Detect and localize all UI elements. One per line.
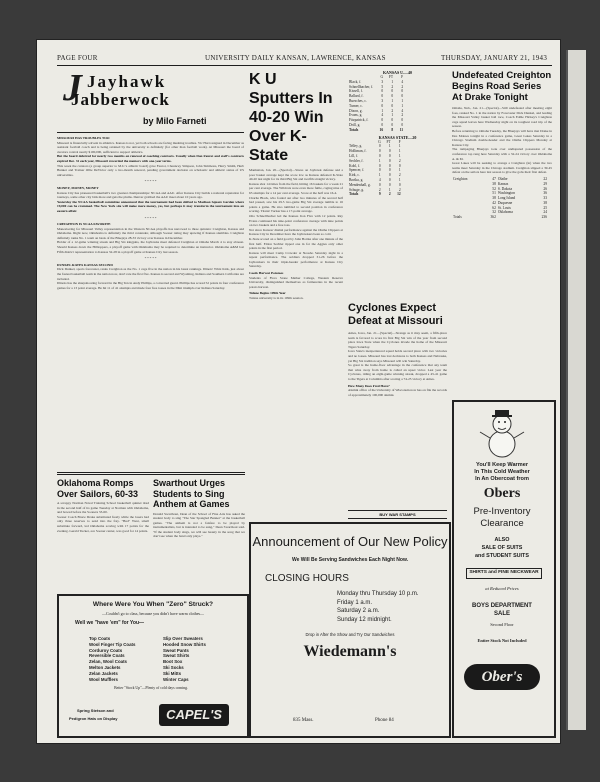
clothing-item: Winter Caps: [163, 676, 189, 682]
divider-stars: * * * * *: [144, 179, 157, 184]
capels-footer: Better "Stock Up"—Plenty of cold days coming.: [114, 686, 188, 690]
clothing-item: Corduroy Coats: [89, 647, 123, 653]
jayhawk-banner: [57, 70, 244, 133]
column-header: FT: [388, 75, 394, 79]
paragraph: Kansas will meet Camp Crowder at Neosho Saturday night in a repeat performance. The soldiers dropped 31-26 before the Jayhawkers in their triple-header performance at Kansas City Saturday.: [249, 250, 343, 269]
clothing-item: Sweat Shirts: [163, 653, 190, 659]
obers-shirts: SHIRTS and FINE NECKWEAR: [466, 568, 542, 579]
fouls: 1: [401, 98, 404, 103]
team-name: Creighton: [453, 176, 468, 181]
paper-name: UNIVERSITY DAILY KANSAN, LAWRENCE, KANSAS: [205, 54, 386, 62]
field-goals: 1: [378, 158, 381, 163]
opponent-name: Oklahoma: [497, 210, 513, 215]
clothing-item: Wool Finger Tip Coats: [89, 641, 136, 647]
announcement-subhead: We Will Be Serving Sandwiches Each Night Now.: [291, 557, 409, 563]
obers-also: ALSO: [494, 537, 510, 543]
paragraph: Manhattan, Jan. 20—(Special)—Stress on Jayhawk defense and a poor basket average kept the score low as Kansas defeated K-State 40-20 last night for its third Big Six and twelfth straight victory.: [249, 168, 343, 182]
paragraph: Yesterday the NCAA basketball committee announced that the tournament had been shifted to Madison Square Garden where 19,000 can be crammed. The New York site will make more money, yes, but perhaps it may transform the tournament into an eastern affair.: [57, 199, 244, 213]
obers-reduced: at Reduced Prices: [485, 586, 519, 591]
wiedemanns-ad: [249, 522, 451, 738]
free-throws: 1: [391, 113, 394, 118]
opponent-score: 22: [543, 176, 547, 181]
free-throws: 1: [388, 187, 391, 192]
opponent-name: St. Louis: [497, 205, 511, 210]
opponent-score: 38: [543, 200, 547, 205]
paragraph: Missouri is financially solvent in athletics. Kansas is not, yet both schools are facing mushing troubles. Vic Hurt resigned in December as assistant football coach and is being retained by the university to definitely (for other than football work). At Missouri the board of curators control nearly $100,000, sufficient to support athletics.: [57, 140, 244, 154]
totals-label: Totals: [453, 215, 462, 220]
capels-headline: Where Were You When "Zero" Struck?: [92, 601, 214, 608]
fouls: 2: [401, 113, 404, 118]
obers-boys2: SALE: [493, 611, 510, 617]
obers-sale1: Pre-Inventory: [473, 506, 531, 517]
capels-display2: Pedigron Hats on Display: [69, 716, 118, 721]
masthead: [57, 54, 552, 64]
capels-offer: Well we "have 'em" for You—: [75, 620, 145, 626]
announcement-headline: Announcement of Our New Policy: [252, 534, 448, 549]
paragraph: Sooner Coach Bruce Drake substituted freely while the losers had only three reserves to send into the fray. "Bud" West, small substitute forward, led Oklahoma scoring with 17 points for the evening. Gerald Tucker, ace Sooner center, was good for 14 points.: [57, 514, 149, 533]
obers-head2: In This Cold Weather: [474, 469, 530, 475]
team-score: 62: [492, 205, 496, 210]
section-head: CREIGHTON IS NCAA FAVORITE: [57, 222, 111, 227]
field-goals: 0: [378, 163, 381, 168]
binder-edge: [566, 50, 586, 730]
fouls: 0: [398, 182, 401, 187]
field-goals: 9: [378, 192, 381, 197]
field-goals: 0: [381, 103, 384, 108]
free-throws: 0: [391, 122, 394, 127]
paragraph: So great is the home-floor advantage in the conference that any team that wins away from home is called an upset victor. Last year the Cyclones, riding an eight-game winning streak, dropped a 45-41 game to the Tigers at Columbia after scoring a 74-25 victory at Ames.: [348, 363, 447, 381]
paragraph: But the board deferred for nearly two months on renewal of coaching contracts. Usually when Don Faurot and staff's contracts expired Dec. 31 each year, Missouri rewarded the mentors with one-year terms.: [57, 154, 244, 163]
obers-wordmark: Obers: [483, 486, 521, 501]
fouls: 1: [398, 168, 401, 173]
sub-head: Coeds Harvest Potatoes: [249, 271, 284, 276]
masthead-rule: [57, 65, 552, 66]
clothing-item: Wool Mufflers: [89, 676, 118, 682]
field-goals: 16: [379, 127, 384, 132]
player-name: Schnellbacher, f.: [349, 84, 374, 89]
paragraph: Not since Kansas' dismal performance against the Olathe Clippers at Kansas City in December have the Jayhawkers been so cold.: [249, 227, 343, 237]
obers-floor: Second Floor: [490, 622, 514, 627]
free-throws: 0: [388, 149, 391, 154]
fouls: 2: [398, 187, 401, 192]
announcement-tagline: Drop in After the Show and Try Our Sandwiches: [305, 632, 395, 637]
totals-row: [348, 192, 402, 197]
fouls: 1: [398, 153, 401, 158]
totals-label: Totals: [349, 127, 359, 132]
clothing-item: Ski Mitts: [163, 670, 182, 676]
column-rule: [57, 472, 245, 473]
paragraph: A scrappy Norman Naval Training School basketball quintet tired in the second half of its game Tuesday at Norman with Oklahoma, and bowed before the Sooners 33-60.: [57, 501, 149, 515]
paragraph: Tulane university is in its 109th session.: [249, 296, 304, 301]
field-goals: 3: [381, 79, 384, 84]
paragraph: Kansas shot 14 times from the field, hitting 16 baskets for a weak 21 per cent average. The Wildcats were even more futile, caging nine of 63 attempts for a 14 per cent average. Score at the half was 16-4.: [249, 181, 343, 195]
player-name: Bortka, g.: [349, 177, 364, 182]
totals-row: [452, 215, 548, 220]
field-goals: 0: [381, 122, 384, 127]
clothing-item: Slip Over Sweaters: [163, 636, 203, 641]
fouls: 2: [398, 173, 401, 178]
oklahoma-story: [57, 478, 149, 588]
obers-stock: Entire Stock Not Included: [477, 638, 527, 643]
clothing-item: Melton Jackets: [89, 664, 121, 670]
player-name: Schuge, g.: [349, 187, 365, 192]
fouls: 1: [398, 149, 401, 154]
team-score: 38: [492, 181, 496, 186]
clothing-item: Reversible Coats: [89, 653, 125, 659]
snowman-icon: [478, 406, 526, 460]
paragraph: Illinois has the sharpshooting forward in the Big Ten in Andy Phillips, a converted guard. Phillips has scored 52 points in four conference games for a 13 point average. He hit 11 of 41 attempts and made four free tosses in the Illini triumph over Indiana Saturday.: [57, 281, 244, 290]
field-goals: 4: [378, 177, 381, 182]
column-rule: [57, 474, 245, 475]
team-score: 51: [492, 191, 496, 196]
player-name: Sechler, f.: [349, 158, 364, 163]
swarthout-headline: Swarthout Urges Students to Sing Anthem at Games: [153, 478, 230, 509]
fouls: 0: [401, 118, 404, 123]
capels-display1: Spring Stetson and: [77, 708, 114, 713]
field-goals: 1: [381, 108, 384, 113]
column-header: F: [401, 75, 404, 79]
player-name: Lill, f.: [349, 153, 359, 158]
free-throws: 0: [388, 158, 391, 163]
snowman-illustration: [478, 406, 526, 460]
clothing-item: Zelan, Wool Coats: [89, 659, 127, 665]
sub-head: How Many Does Fred Have?: [348, 383, 390, 388]
field-goals: 0: [378, 144, 381, 149]
free-throws: 0: [388, 173, 391, 178]
closing-hour: Friday 1 a.m.: [337, 599, 373, 606]
free-throws: 0: [388, 182, 391, 187]
fouls: 4: [401, 108, 404, 113]
opponent-score: 26: [543, 186, 547, 191]
field-goals: 0: [381, 89, 384, 94]
opponent-score: 33: [543, 196, 547, 201]
obers-sale2: Clearance: [480, 518, 524, 529]
newspaper-page: [37, 40, 560, 743]
closing-hour: Monday thru Thursday 10 p.m.: [337, 591, 419, 597]
opponent-name: Olathe: [497, 176, 508, 181]
jayhawk-title: Jayhawk: [87, 72, 167, 91]
wiedemanns-address: 835 Mass.: [293, 718, 314, 723]
divider-stars: * * * * *: [144, 256, 157, 261]
fouls: 0: [398, 163, 401, 168]
sub-head: Tulane Begins 109th Year: [249, 291, 286, 296]
paragraph: Kansas City has pioneered basketball's two greatest championships: NCAA and AAU. After Kansas City builds a national reputation for tourneys, some other city bids more and gets the plums. Denver grabbed the AAU meet about 10 years ago.: [57, 190, 244, 200]
war-stamps-strip: BUY WAR STAMPS: [348, 510, 447, 519]
section-head: MISSOURI HAS TROUBLES TOO: [57, 136, 110, 140]
totals-row: [348, 128, 404, 133]
player-name: Kissell, f.: [349, 89, 363, 94]
free-throws: 1: [388, 144, 391, 149]
clothing-item: Sweat Pants: [163, 647, 189, 653]
team-score: 38: [492, 196, 496, 201]
clothing-item: Hooded Snow Shirts: [163, 641, 206, 647]
fouls: 12: [397, 192, 401, 197]
cyclones-headline: Cyclones Expect Defeat at Missouri: [348, 302, 443, 327]
field-goals: 0: [381, 118, 384, 123]
kstate-box-head: KANSAS STATE—20: [378, 134, 417, 140]
obers-sale3: SALE OF SUITS: [481, 545, 523, 551]
opponent-name: S. Dakota: [497, 186, 513, 191]
swarthout-story: [153, 478, 245, 588]
clothing-item: Ski Socks: [163, 664, 184, 670]
oklahoma-headline: Oklahoma Romps Over Sailors, 60-33: [57, 478, 139, 499]
team-score: 52: [492, 186, 496, 191]
section-head: MONEY, MONEY, MONEY: [57, 185, 99, 190]
column-header: FT: [386, 139, 391, 144]
opponent-name: Washington: [497, 191, 515, 196]
paragraph: K-State scored on a field goal by John Bortka after one minute of the first half. Eldon Sechler tipped one in for the Aggies only other points in the first period.: [249, 236, 343, 251]
player-name: Drill, g.: [349, 122, 361, 127]
kansas-box-table: [348, 75, 404, 133]
opponent-score: 24: [543, 210, 547, 215]
free-throws: 2: [388, 192, 391, 197]
fouls: 4: [401, 79, 404, 84]
team-score: 32: [492, 210, 496, 215]
spacer-cell: [497, 215, 538, 220]
field-goals: 2: [378, 187, 381, 192]
field-goals: 0: [378, 182, 381, 187]
player-name: Turner, c.: [349, 103, 363, 108]
player-name: Buesches, c.: [349, 98, 367, 103]
player-name: Holliman, f.: [349, 149, 367, 154]
player-name: Evans, g.: [349, 113, 363, 118]
player-name: Black, f.: [349, 79, 362, 84]
free-throws: 0: [391, 94, 394, 99]
field-goals: 1: [378, 173, 381, 178]
paragraph: Otto Schnellbacher led the Kansas Iron Five with 12 points. Ray Evans continued his nine-point conference average with nine points on two baskets and a free toss.: [249, 213, 343, 228]
sputters-column: [249, 70, 343, 550]
fouls: 0: [401, 89, 404, 94]
kstate-box-table: [348, 140, 402, 198]
player-name: Kirk, c.: [349, 173, 360, 178]
paragraph: Iowa State's inexperienced squad holds second place with two victories and no losses. Missouri has lost decisions to both Kansas and Nebraska, yet Big Six tradition says Missouri will win Saturday.: [348, 349, 447, 363]
opponent-score: 25: [543, 205, 547, 210]
fouls: 2: [398, 158, 401, 163]
paragraph: Before returning to Omaha Tuesday, the Bluejays will have met Drake in Des Moines tonight in a conference game, Great Lakes Saturday in a Chicago Stadium double-header and the Olathe Clippers Monday at Kansas City.: [452, 128, 552, 147]
player-name: Telley, g.: [349, 144, 363, 149]
player-name: Fitzpatrick, f.: [349, 118, 369, 123]
player-name: Dixon, g.: [349, 108, 363, 113]
cyclones-story: [348, 302, 447, 508]
kansas-box-head: KANSAS U.—40: [382, 70, 413, 75]
paragraph: Charlie Black, who fouled out after two minutes of the second half had passed, saw his 29.5 two-game Big Six average tumble to 16 points a game. He also tumbled to second position in conference scoring. Titanic Tucker has a 17-point average.: [249, 195, 343, 214]
closing-hour: Sunday 12 midnight.: [337, 616, 392, 623]
free-throws: 0: [391, 89, 394, 94]
paragraph: Students of Flora Stone Mather College, Western Reserve University, distinguished themselves as farmerettes in the recent potato harvest.: [249, 275, 343, 289]
paragraph: The rampaging Bluejays took over undisputed possession of the conference top rung here Saturday with a 32-24 victory over Oklahoma A. & M.: [452, 147, 552, 161]
obers-ad: [452, 400, 556, 738]
closing-hour: Saturday 2 a.m.: [337, 608, 380, 614]
opponent-name: Long Island: [497, 196, 516, 201]
team-score: 47: [492, 176, 496, 181]
capels-ad: [57, 594, 249, 738]
jayhawk-column: [57, 70, 244, 470]
paragraph: Donald Swarthout, Dean of the School of Fine Arts has asked the student body to sing "The Star Spangled Banner" at the basketball games. "The anthem is not a fanfare to be played by instrumentalists, but is intended to be sung," Dean Swarthout said. "If the student body sings, we will see beauty in the song that we don't see when the band only plays.": [153, 511, 245, 539]
field-goals: 0: [378, 153, 381, 158]
free-throws: 0: [388, 168, 391, 173]
fouls: 1: [401, 103, 404, 108]
fouls: 0: [401, 122, 404, 127]
capels-left-list: [89, 636, 159, 682]
obers-sale4: and STUDENT SUITS: [475, 553, 529, 559]
column-header: G: [378, 139, 381, 144]
team-score: 362: [490, 215, 496, 220]
divider-stars: * * * * *: [144, 215, 157, 220]
opponent-name: Kansas: [497, 181, 509, 186]
obers-head3: In An Obercoat from: [475, 476, 529, 482]
team-score: 42: [492, 200, 496, 205]
creighton-story: [452, 70, 552, 395]
free-throws: 1: [391, 79, 394, 84]
column-header: F: [398, 139, 401, 144]
clothing-item: Boot Sox: [163, 659, 183, 665]
field-goals: 0: [378, 168, 381, 173]
capels-subhead: —Couldn't go to class, because you didn't have warm clothes—: [101, 611, 205, 616]
opponent-name: Duquesne: [497, 200, 513, 205]
player-name: Ballard, f.: [349, 94, 364, 99]
opponent-score: 29: [543, 181, 547, 186]
section-head: DUNKEL RATES KANSAS SECOND: [57, 262, 113, 267]
closing-hours-head: CLOSING HOURS: [265, 573, 349, 584]
wiedemanns-logo: Wiedemann's: [303, 643, 397, 660]
obers-logo: Ober's: [464, 664, 540, 690]
field-goals: 0: [381, 94, 384, 99]
creighton-results-table: [452, 177, 548, 220]
paragraph: Great Lakes will be seeking to avenge a Creighton (in) when the two teams meet Saturday in the Chicago stadium. Creighton slipped a 39-45 defeat on the sailors here last season to give the gobs their first defeat.: [452, 161, 552, 175]
free-throws: 0: [391, 118, 394, 123]
paragraph: Dick Dunkel, sports forecaster, ranks Creighton as the No. 1 cage five in the nation in his latest rankings. Illinois' Whiz Kids, just about the fastest basketball team in the nation now, don't rate the first five. Kansas is second and Wyoming, Indiana and Southern California are included.: [57, 267, 244, 281]
paragraph: Alumni office of the University of Wisconsin now has on file the records of approximately 100,000 alumni.: [348, 388, 447, 397]
free-throws: 1: [391, 98, 394, 103]
free-throws: 0: [388, 177, 391, 182]
paragraph: Ames, Iowa, Jan. 21—(Special)—Strange as it may seem, a fifth-place team is favored to score its first Big Six win of the year from second place Iowa State when the Cyclones invade the home of the Missouri Tigers Saturday.: [348, 331, 447, 349]
free-throws: 2: [391, 84, 394, 89]
column-header: G: [380, 75, 384, 79]
player-name: Kohl, f.: [349, 163, 361, 168]
capels-logo: CAPEL'S: [159, 704, 229, 726]
totals-label: Totals: [349, 192, 359, 197]
page-number: PAGE FOUR: [57, 54, 98, 62]
player-name: Mendenhall, g.: [349, 182, 371, 187]
paragraph: Omaha, Neb., Jan. 21—(Special)—Still undefeated after meeting eight foes, ranked No. 1 in the nation by Forecaster Dick Dunkel, and leading the Missouri Valley basket ball race, Coach Eddie Hickey's Creighton cage squad leaves here Wednesday night on its toughest road trip of the season.: [452, 106, 552, 129]
opponent-score: 236: [541, 215, 547, 220]
jayhawk-byline: by Milo Farneti: [143, 116, 207, 126]
paragraph: This week the curators (a group superior to M.U.'s athletic board) gave Faurot, Chauncey Simpson, John Simmons, Harry Smith, Herb Bunker and Trainer Ollie DeVictor only a two-month renewal, pending government decision on scholastic and athletic status of US universities.: [57, 163, 244, 177]
free-throws: 0: [391, 103, 394, 108]
wiedemanns-phone: Phone 84: [375, 718, 394, 723]
field-goals: 5: [381, 84, 384, 89]
obers-head1: You'll Keep Warmer: [476, 462, 528, 468]
closing-hours-list: [337, 590, 449, 624]
paragraph: Holder of a 12-game winning streak and Big Six kingpins, the Jayhawks meet defeated Creighton at Omaha March 4 to stay abreast. Should Kansas down the Hilltoppers, a playoff game with Oklahoma may be required to determine an instructor. Oklahoma A&M lost Fifth district representation to Kansas 32-28 in a playoff game at Kansas City last season.: [57, 240, 244, 254]
fouls: 1: [398, 144, 401, 149]
capels-right-list: [163, 636, 243, 682]
clothing-item: Zelan Jackets: [89, 670, 118, 676]
fouls: 1: [398, 177, 401, 182]
fouls: 2: [401, 84, 404, 89]
field-goals: 4: [381, 113, 384, 118]
issue-date: THURSDAY, JANUARY 21, 1943: [441, 54, 548, 62]
fouls: 11: [399, 127, 404, 132]
paragraph: Maneuvering for Missouri Valley representation in the Western NCAA playoffs has narrowed to three quintets: Creighton, Kansas and Oklahoma. Right now, Oklahoma is definitely the third contender, although Sooner rating may upswing if Kansas stumbles. Creighton definitely ranks No. 1 team on basis of the Bluejays 28-33 victory over Kansas in December.: [57, 226, 244, 240]
free-throws: 0: [388, 153, 391, 158]
obers-boys1: BOYS DEPARTMENT: [472, 603, 532, 609]
clothing-item: Top Coats: [89, 636, 111, 641]
field-goals: 3: [381, 98, 384, 103]
field-goals: 0: [378, 149, 381, 154]
jabberwock-title: Jabberwock: [71, 90, 170, 109]
free-throws: 0: [388, 163, 391, 168]
fouls: 0: [401, 94, 404, 99]
free-throws: 8: [391, 127, 394, 132]
opponent-score: 36: [543, 191, 547, 196]
free-throws: 2: [391, 108, 394, 113]
banner-initial: J: [63, 70, 82, 109]
box-score: [348, 70, 447, 300]
player-name: Spencer, f.: [349, 168, 365, 173]
creighton-headline: Undefeated Creighton Begins Road Series At Drake Tonight: [452, 70, 552, 103]
sputters-headline: K U Sputters In 40-20 Win Over K-State: [249, 71, 333, 164]
